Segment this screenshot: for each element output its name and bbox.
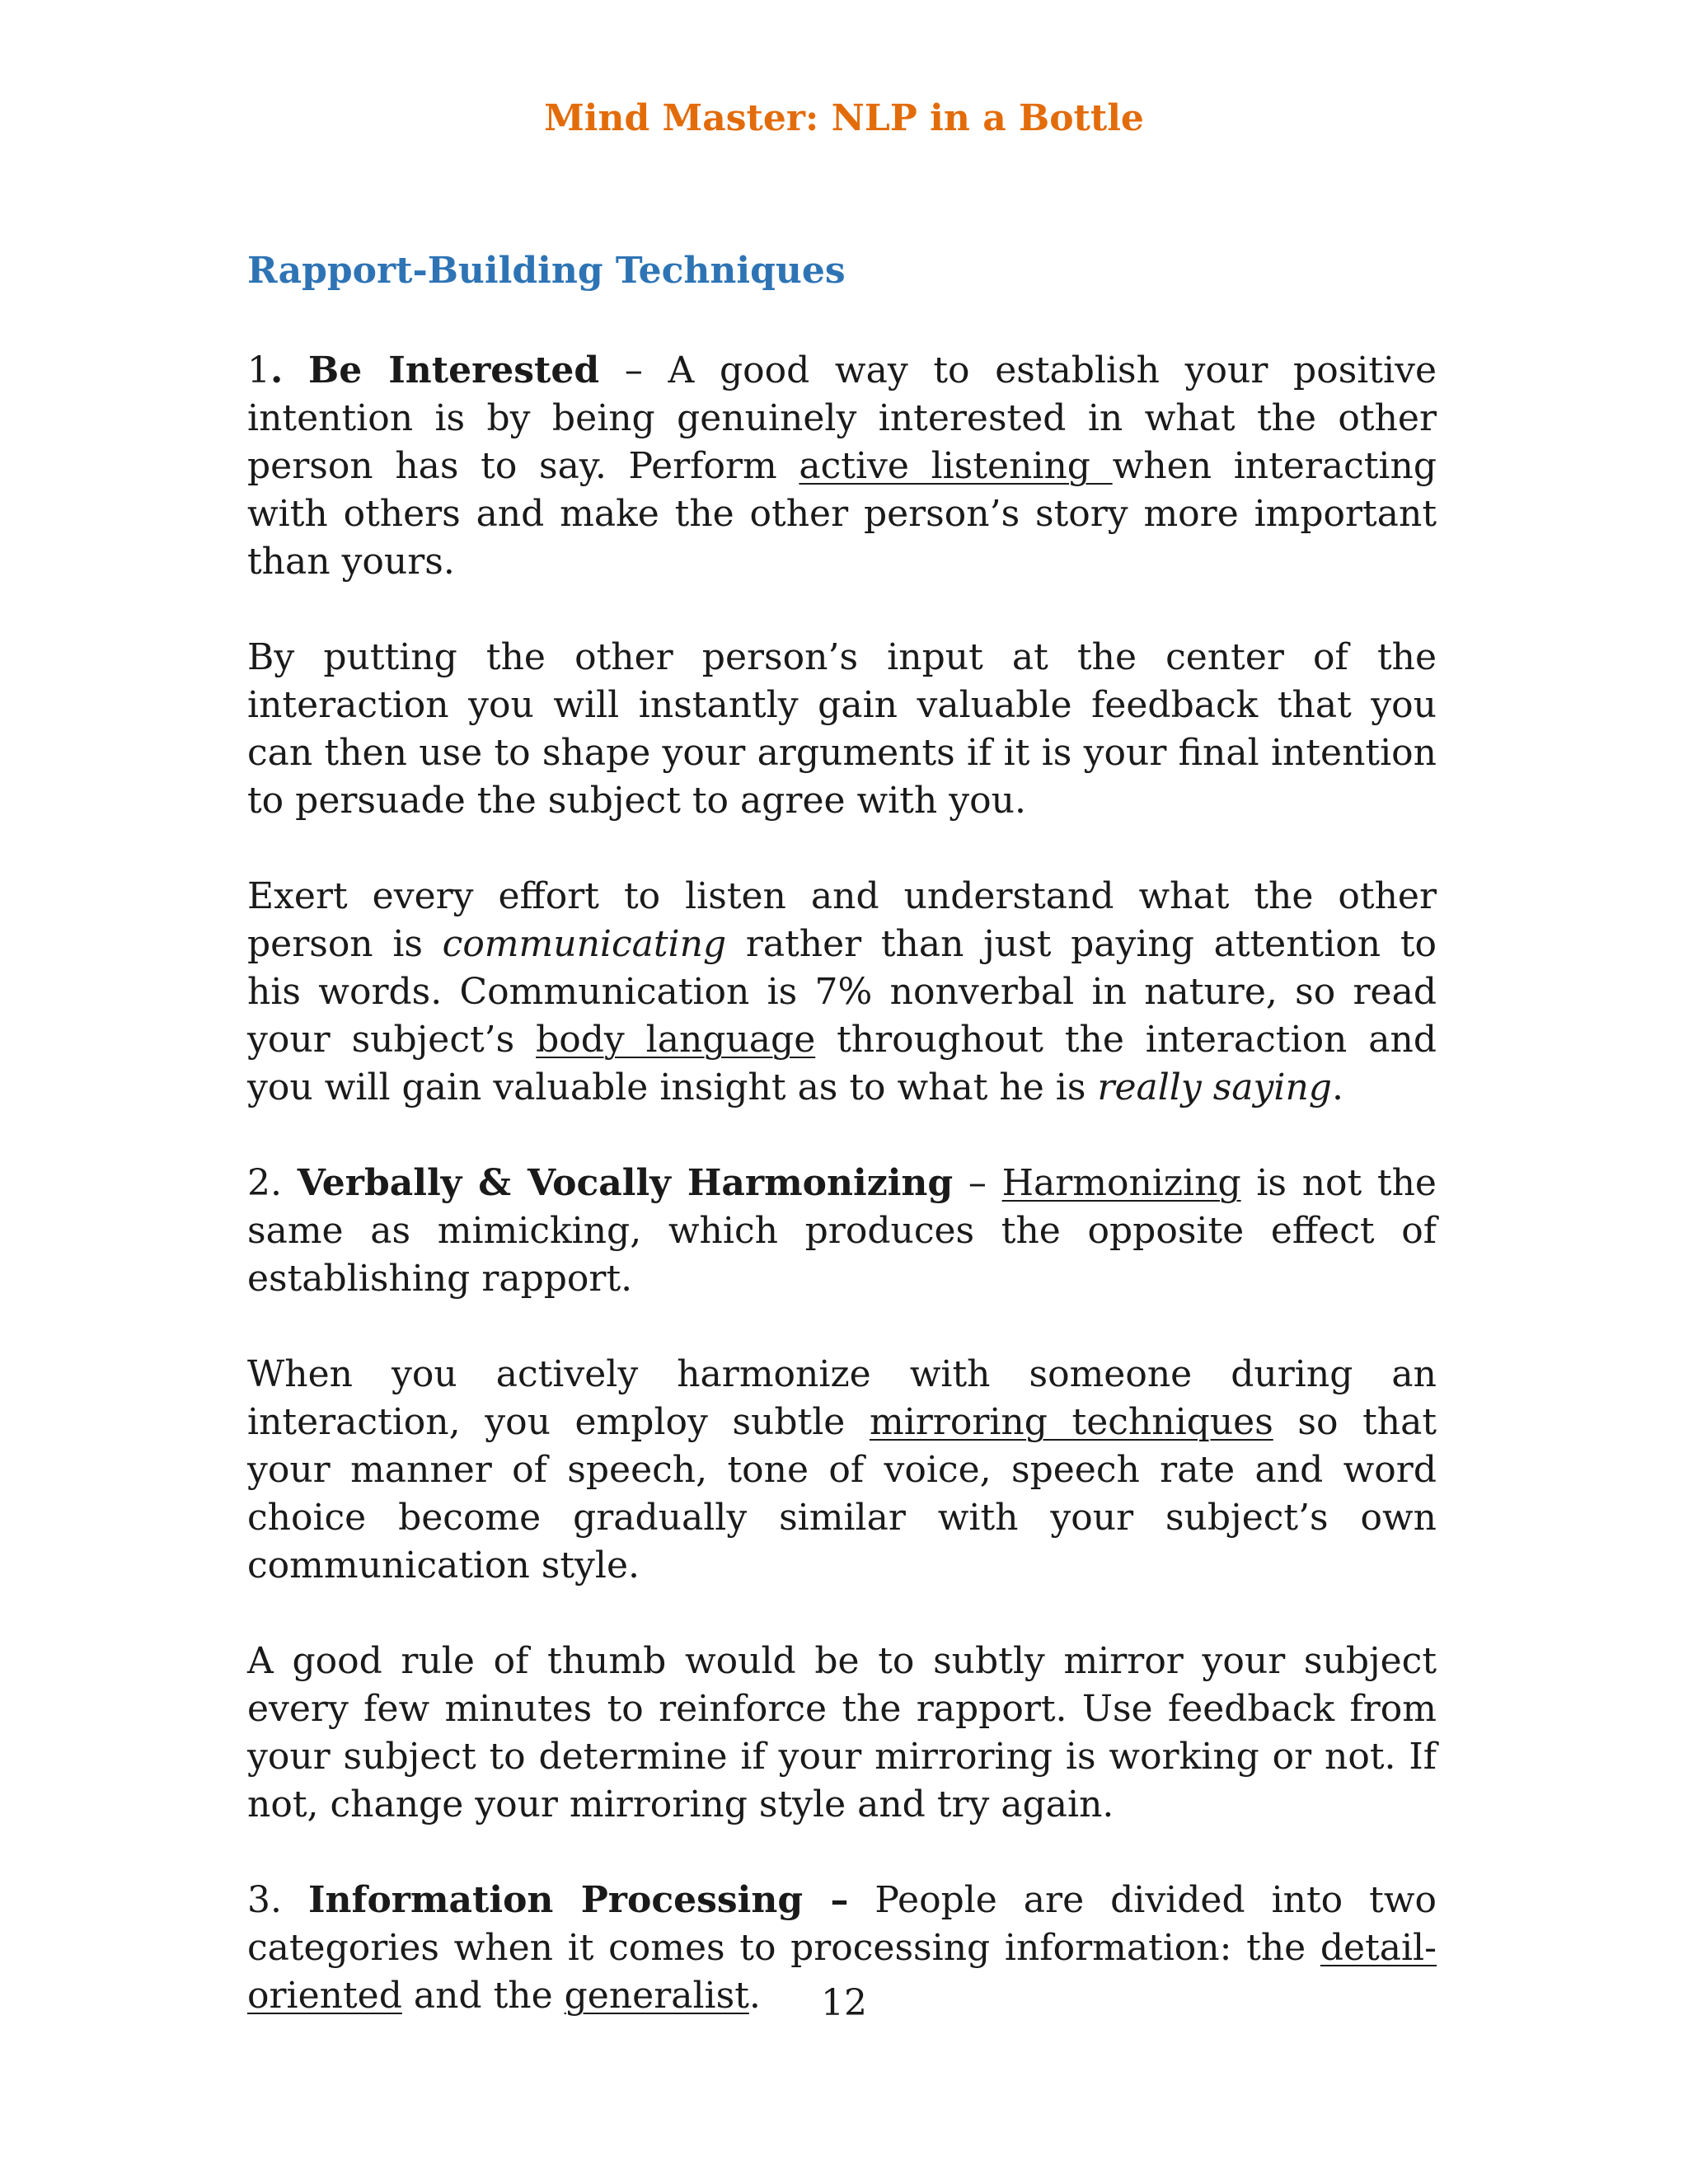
item-3-text-1: People are divided into two categories when it comes to processing information: the — [247, 1879, 1437, 1969]
item-3-text-3: . — [748, 1975, 761, 2017]
paragraph-2: By putting the other person’s input at the center of the interaction you will instantly gain valuable feedback that you can then use to shape your arguments if it is your final intention to persuade the subject to agree with you. — [247, 636, 1437, 822]
active-listening-link[interactable]: active listening — [799, 445, 1113, 487]
item-1-dash: – — [599, 349, 668, 391]
p5-text-1: When you actively harmonize with someone during an interaction, you employ subtle — [247, 1353, 1437, 1443]
page-number: 12 — [821, 1982, 867, 2024]
paragraph-item-1 — [247, 347, 1437, 586]
p3-text-4: . — [1331, 1066, 1343, 1108]
p3-text-3: throughout the interaction and you will gain valuable insight as to what he is — [247, 1019, 1437, 1108]
p5-text-2: so that your manner of speech, tone of voice, speech rate and word choice become gradually similar with your subject’s own communication style. — [247, 1401, 1437, 1586]
harmonizing-link[interactable]: Harmonizing — [1001, 1162, 1241, 1204]
item-1-text-2: when interacting with others and make the other person’s story more important than yours. — [247, 445, 1437, 583]
item-3-heading: Information Processing – — [307, 1879, 849, 1921]
item-2-number: 2. — [247, 1162, 282, 1204]
paragraph-6: A good rule of thumb would be to subtly mirror your subject every few minutes to reinforce the rapport. Use feedback from your subject to determine if your mirroring is working or not. If not, change your mirroring style and try again. — [247, 1640, 1437, 1825]
page-content — [247, 243, 1437, 2068]
item-2-dash: – — [953, 1162, 1002, 1204]
section-title: Rapport-Building Techniques — [247, 250, 846, 292]
item-2-text-1: is not the same as mimicking, which produces the opposite effect of establishing rapport. — [247, 1162, 1437, 1300]
mirroring-techniques-link[interactable]: mirroring techniques — [869, 1401, 1273, 1443]
paragraph-item-2 — [247, 1160, 1437, 1303]
p3-text-1: Exert every effort to listen and understand what the other person is — [247, 875, 1437, 965]
paragraph-3 — [247, 873, 1437, 1112]
item-1-text-1: A good way to establish your positive intention is by being genuinely interested in what the other person has to say. Perform — [247, 349, 1437, 487]
p3-emphasis-2: really saying — [1097, 1066, 1332, 1108]
p3-emphasis-1: communicating — [442, 923, 727, 965]
item-3-text-2: and the — [401, 1975, 565, 2017]
item-1-number-suffix: . — [270, 349, 284, 391]
item-3-number: 3. — [247, 1879, 282, 1921]
item-1-number: 1 — [247, 349, 270, 391]
paragraph-5 — [247, 1351, 1437, 1590]
p3-text-2: rather than just paying attention to his words. Communication is 7% nonverbal in nature, so read your subject’s — [247, 923, 1437, 1061]
body-language-link[interactable]: body language — [536, 1019, 816, 1061]
item-1-heading: Be Interested — [308, 349, 600, 391]
detail-oriented-link[interactable]: detail-oriented — [247, 1927, 1437, 2017]
running-header: Mind Master: NLP in a Bottle — [544, 97, 1144, 139]
item-2-heading: Verbally & Vocally Harmonizing — [297, 1162, 954, 1204]
generalist-link[interactable]: generalist — [564, 1975, 749, 2017]
